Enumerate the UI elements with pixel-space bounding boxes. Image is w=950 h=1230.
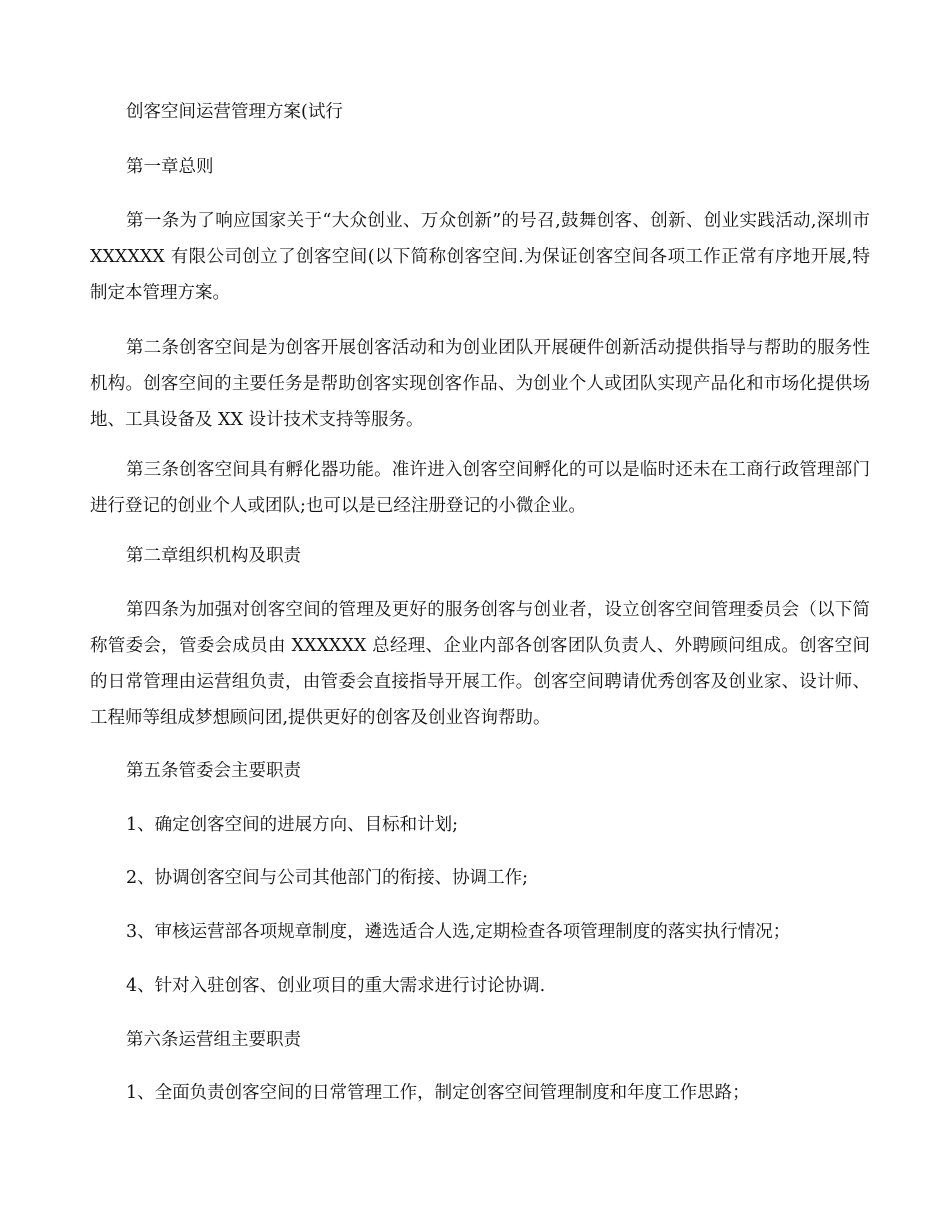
article-6-heading: 第六条运营组主要职责 [126,1030,301,1050]
chapter-heading-2: 第二章组织机构及职责 [126,546,301,566]
article-3: 第三条创客空间具有孵化器功能。准许进入创客空间孵化的可以是临时还未在工商行政管理部门进行登记的创业个人或团队;也可以是已经注册登记的小微企业。 [90,460,870,516]
article-2: 第二条创客空间是为创客开展创客活动和为创业团队开展硬件创新活动提供指导与帮助的服务性机构。创客空间的主要任务是帮助创客实现创客作品、为创业个人或团队实现产品化和市场化提供场地、工具设备及 XX 设计技术支持等服务。 [90,338,870,430]
article-1: 第一条为了响应国家关于“大众创业、万众创新”的号召,鼓舞创客、创新、创业实践活动,深圳市 XXXXXX 有限公司创立了创客空间(以下简称创客空间.为保证创客空间各项工作正常有序地开展,特制定本管理方案。 [90,211,870,303]
document-title: 创客空间运营管理方案(试行 [126,102,343,122]
list-item: 4、针对入驻创客、创业项目的重大需求进行讨论协调. [126,976,546,996]
list-item: 1、全面负责创客空间的日常管理工作，制定创客空间管理制度和年度工作思路； [126,1083,750,1103]
article-4: 第四条为加强对创客空间的管理及更好的服务创客与创业者，设立创客空间管理委员会（以下简称管委会，管委会成员由 XXXXXX 总经理、企业内部各创客团队负责人、外聘顾问组成。创客空间的日常管理由运营组负责，由管委会直接指导开展工作。创客空间聘请优秀创客及创业家、设计师、工程师等组成梦想顾问团,提供更好的创客及创业咨询帮助。 [90,600,870,728]
chapter-heading-1: 第一章总则 [126,157,214,177]
list-item: 3、审核运营部各项规章制度，遴选适合人选,定期检查各项管理制度的落实执行情况； [126,922,791,942]
list-item: 1、确定创客空间的进展方向、目标和计划; [126,815,459,835]
article-5-heading: 第五条管委会主要职责 [126,761,301,781]
list-item: 2、协调创客空间与公司其他部门的衔接、协调工作; [126,868,529,888]
